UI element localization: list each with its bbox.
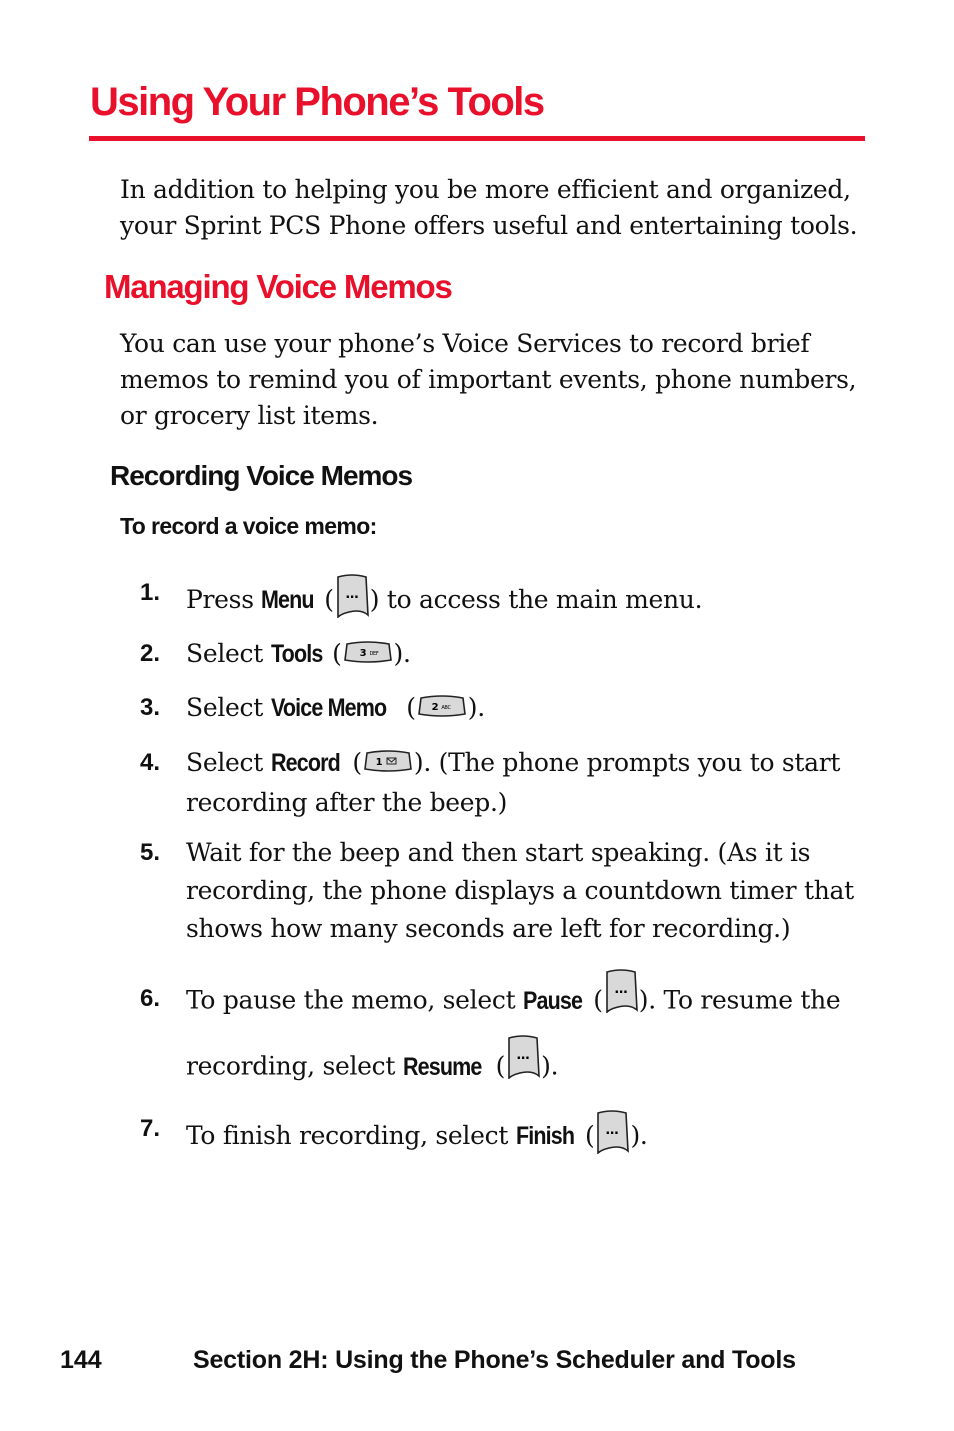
step-number: 1. bbox=[140, 579, 161, 606]
finish-keyword: Finish bbox=[515, 1122, 574, 1150]
section-heading: Managing Voice Memos bbox=[104, 268, 452, 305]
step-text: Select Record ( 1 ). (The phone prompts you to start recording after the beep.) bbox=[186, 744, 876, 822]
key-3-def-icon bbox=[342, 637, 394, 675]
procedure-heading: To record a voice memo: bbox=[120, 513, 377, 539]
svg-text:…: … bbox=[606, 1123, 619, 1138]
svg-text:3: 3 bbox=[359, 647, 366, 659]
section-intro-paragraph: You can use your phone’s Voice Services to record brief memos to remind you of important events, phone numbers, or grocery list items. bbox=[120, 329, 857, 430]
tools-keyword: Tools bbox=[270, 640, 323, 668]
key-2-abc-icon bbox=[416, 691, 468, 729]
pause-keyword: Pause bbox=[522, 986, 583, 1015]
record-keyword: Record bbox=[270, 749, 340, 777]
finish-softkey-icon bbox=[594, 1110, 630, 1165]
resume-keyword: Resume bbox=[402, 1052, 482, 1081]
step-text: Select Voice Memo ( 2 ABC ). bbox=[186, 689, 876, 729]
svg-text:1: 1 bbox=[375, 756, 383, 768]
step-number: 6. bbox=[140, 985, 161, 1012]
step-text: Wait for the beep and then start speaking. (As it is recording, the phone displays a countdown timer that shows how many seconds are left for recording.) bbox=[186, 838, 854, 943]
menu-softkey-icon bbox=[334, 574, 370, 629]
intro-paragraph: In addition to helping you be more efficient and organized, your Sprint PCS Phone offers useful and entertaining tools. bbox=[120, 175, 858, 240]
svg-text:…: … bbox=[516, 1048, 530, 1063]
step-number: 7. bbox=[140, 1115, 161, 1142]
voice-memo-keyword: Voice Memo bbox=[270, 694, 386, 722]
subsection-heading: Recording Voice Memos bbox=[110, 460, 413, 491]
step-text: Press Menu ( … ) to access the main menu. bbox=[186, 574, 876, 629]
step-text: To finish recording, select Finish ( … ). bbox=[186, 1110, 876, 1165]
title-rule bbox=[89, 136, 865, 141]
svg-text:DEF: DEF bbox=[369, 650, 379, 657]
svg-text:ABC: ABC bbox=[441, 704, 451, 711]
step-number: 4. bbox=[140, 749, 161, 776]
page-title: Using Your Phone’s Tools bbox=[90, 80, 544, 124]
svg-text:…: … bbox=[614, 982, 628, 997]
step-number: 2. bbox=[140, 640, 161, 667]
svg-text:…: … bbox=[345, 587, 359, 602]
footer-section-title: Section 2H: Using the Phone’s Scheduler and Tools bbox=[193, 1346, 796, 1374]
step-text: To pause the memo, select Pause ( … ). To resume the recording, select Resume ( … ). bbox=[186, 969, 876, 1101]
page-number: 144 bbox=[60, 1346, 102, 1374]
step-number: 3. bbox=[140, 694, 161, 721]
step-text: Select Tools ( 3 DEF ). bbox=[186, 635, 876, 675]
svg-text:2: 2 bbox=[431, 701, 439, 713]
pause-softkey-icon bbox=[603, 969, 639, 1035]
step-number: 5. bbox=[140, 839, 161, 866]
menu-keyword: Menu bbox=[261, 586, 315, 614]
resume-softkey-icon bbox=[505, 1035, 541, 1101]
key-1-voicemail-icon bbox=[362, 746, 414, 784]
